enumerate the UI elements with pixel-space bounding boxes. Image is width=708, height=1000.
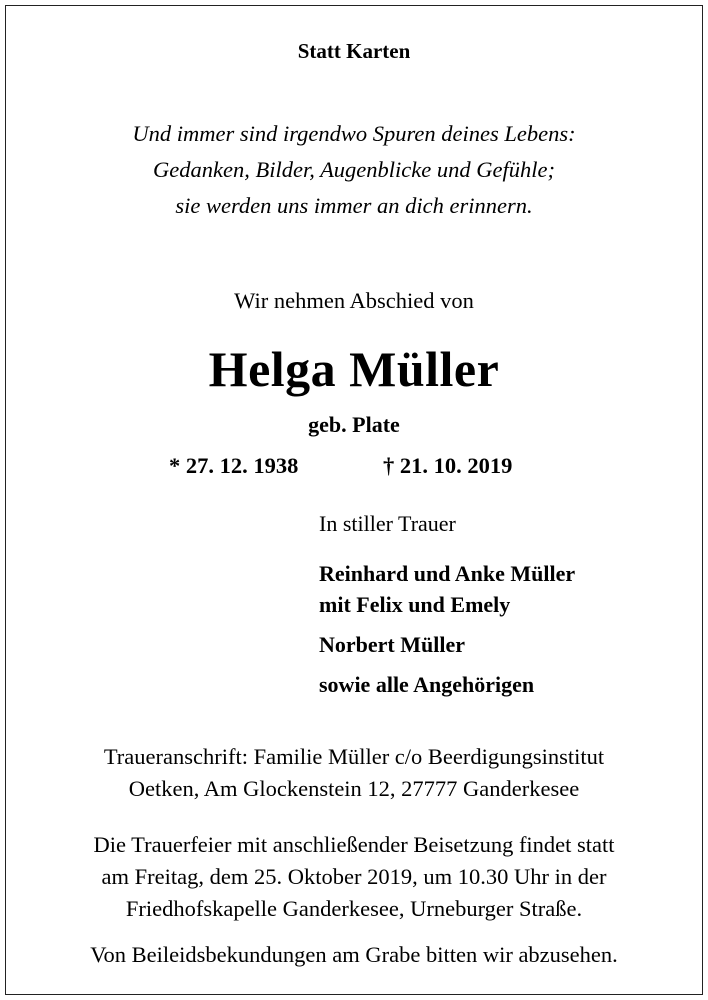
mourning-address-line: Traueranschrift: Familie Müller c/o Beerdigungsinstitut (103, 744, 605, 769)
farewell-intro: Wir nehmen Abschied von (234, 288, 474, 313)
mourner-line: Norbert Müller (319, 632, 465, 657)
verse-line: sie werden uns immer an dich erinnern. (175, 193, 533, 218)
birth-date: * 27. 12. 1938 (169, 453, 299, 478)
verse-line: Und immer sind irgendwo Spuren deines Lebens: (132, 121, 576, 146)
mourning-address-line: Oetken, Am Glockenstein 12, 27777 Ganderkesee (128, 776, 580, 801)
deceased-name: Helga Müller (208, 341, 500, 397)
ceremony-info-line: Friedhofskapelle Ganderkesee, Urneburger Straße. (125, 896, 583, 921)
ceremony-info-line: am Freitag, dem 25. Oktober 2019, um 10.30 Uhr in der (101, 864, 607, 889)
mourners-intro: In stiller Trauer (319, 511, 456, 536)
maiden-name: geb. Plate (308, 412, 400, 437)
notice-header: Statt Karten (297, 39, 411, 63)
closing-note: Von Beileidsbekundungen am Grabe bitten wir abzusehen. (90, 942, 618, 967)
mourner-line: sowie alle Angehörigen (319, 672, 535, 697)
mourner-line: Reinhard und Anke Müller (319, 561, 576, 586)
obituary-notice (5, 5, 703, 995)
ceremony-info-line: Die Trauerfeier mit anschließender Beisetzung findet statt (93, 832, 615, 857)
mourner-line: mit Felix und Emely (319, 592, 511, 617)
death-date: † 21. 10. 2019 (383, 453, 513, 478)
verse-line: Gedanken, Bilder, Augenblicke und Gefühle; (153, 157, 555, 182)
